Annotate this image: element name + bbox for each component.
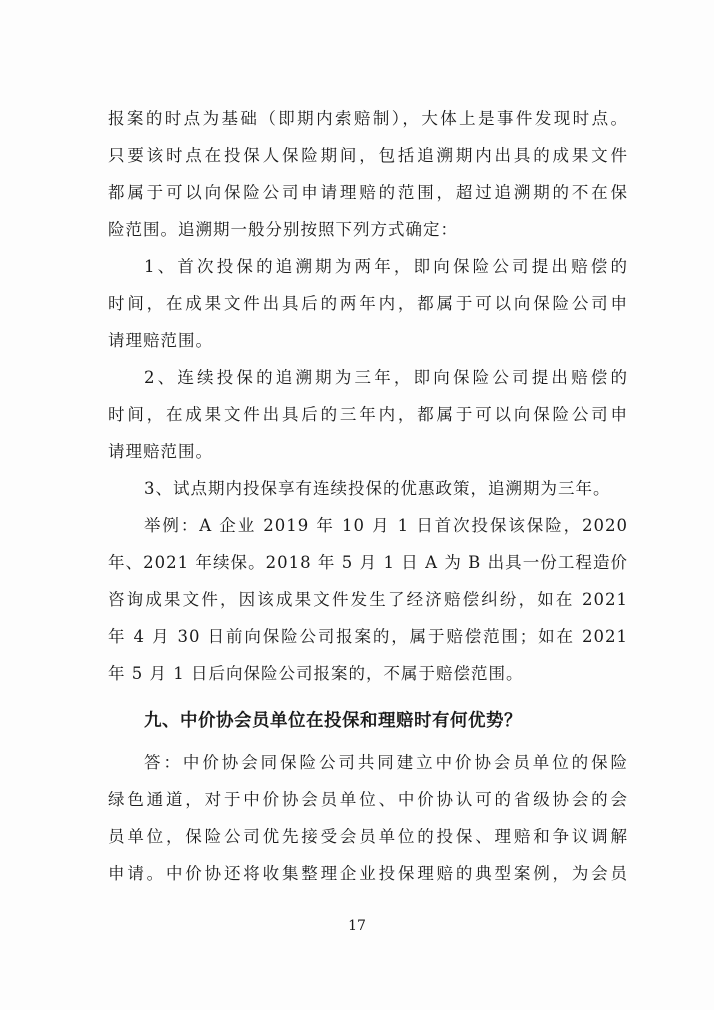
text-line: 3、试点期内投保享有连续投保的优惠政策，追溯期为三年。 — [144, 479, 611, 498]
text-line: 年 4 月 30 日前向保险公司报案的，属于赔偿范围；如在 2021 — [108, 627, 628, 646]
text-line: 年、2021 年续保。2018 年 5 月 1 日 A 为 B 出具一份工程造价 — [108, 553, 628, 572]
text-line: 咨询成果文件，因该成果文件发生了经济赔偿纠纷，如在 2021 — [108, 590, 628, 609]
text-line: 1、首次投保的追溯期为两年，即向保险公司提出赔偿的 — [144, 257, 628, 276]
text-line: 请理赔范围。 — [108, 442, 213, 461]
text-line: 申请。中价协还将收集整理企业投保理赔的典型案例，为会员 — [108, 864, 628, 883]
section-heading: 九、中价协会员单位在投保和理赔时有何优势？ — [144, 711, 522, 731]
text-line: 绿色通道，对于中价协会员单位、中价协认可的省级协会的会 — [108, 790, 628, 809]
text-line: 请理赔范围。 — [108, 331, 213, 350]
text-line: 时间，在成果文件出具后的三年内，都属于可以向保险公司申 — [108, 405, 628, 424]
body-text — [108, 100, 628, 892]
text-line: 险范围。追溯期一般分别按照下列方式确定： — [108, 220, 458, 239]
text-line: 2、连续投保的追溯期为三年，即向保险公司提出赔偿的 — [144, 368, 628, 387]
text-line: 年 5 月 1 日后向保险公司报案的，不属于赔偿范围。 — [108, 664, 524, 683]
text-line: 报案的时点为基础（即期内索赔制），大体上是事件发现时点。 — [108, 109, 628, 128]
text-line: 答：中价协会同保险公司共同建立中价协会员单位的保险 — [144, 753, 628, 772]
text-line: 只要该时点在投保人保险期间，包括追溯期内出具的成果文件 — [108, 146, 628, 165]
text-line: 员单位，保险公司优先接受会员单位的投保、理赔和争议调解 — [108, 827, 628, 846]
text-line: 时间，在成果文件出具后的两年内，都属于可以向保险公司申 — [108, 294, 628, 313]
text-line: 举例：A 企业 2019 年 10 月 1 日首次投保该保险，2020 — [144, 516, 628, 535]
text-line: 都属于可以向保险公司申请理赔的范围，超过追溯期的不在保 — [108, 183, 628, 202]
page-number: 17 — [348, 918, 366, 934]
